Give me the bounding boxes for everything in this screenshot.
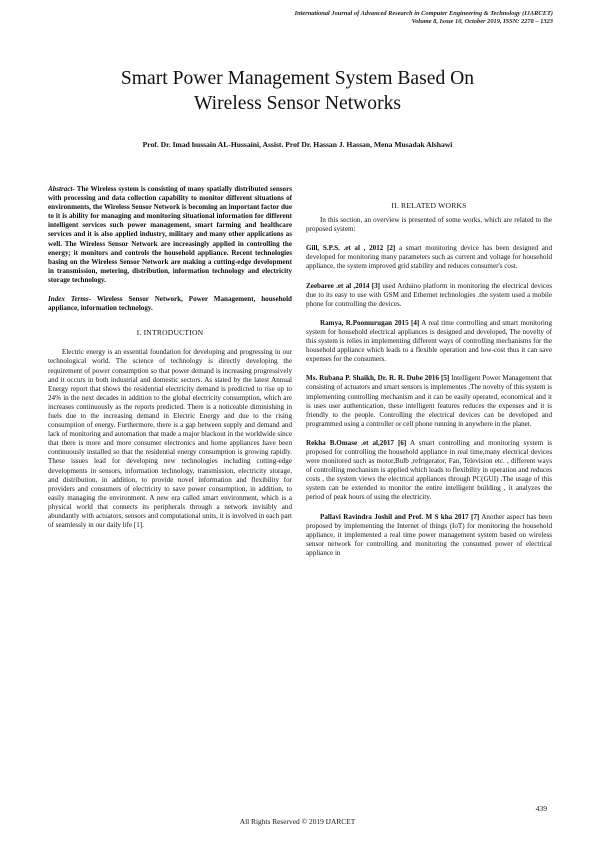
related-work-authors: Ramya, R.Poomurugan 2015 xyxy=(320,318,409,327)
paper-title-line2: Wireless Sensor Networks xyxy=(193,93,402,114)
related-work-text: A smart controlling and monitoring system is proposed for controlling the household appliance in real time,many electrical devices were monitored such as motor,Bulb ,refrigerator, Fan, Television etc. , different ways of controlling mechanism is applied which leads to flexibility in operation and reduces costs , the system views the electrical appliances through PC(GUI) .The usage of this system can be extended to monitor the entire intelligent building , it analyzes the period of peak hours of using the electricity. xyxy=(306,438,552,502)
index-terms-label: Index Terms- xyxy=(48,295,92,304)
abstract-text: The Wireless system is consisting of many spatially distributed sensors with processing and data collection capability to monitor different situations of environments, the Wireless Sensor Network is becoming an important factor due to it is ability for managing and monitoring situational information for different intelligent services such power management, smart farming and healthcare services and it is also applied industry, military and many other applications as well. The Wireless Sensor Network are increasingly applied in controlling the energy; it monitors and controls the household appliance. Recent technologies basing on the Wireless Sensor Network are making a cutting-edge development in transmission, metering, distribution, information technology and electricity storage technology. xyxy=(48,185,292,284)
related-work-citation: [5] xyxy=(439,374,450,383)
related-work-authors: Ms. Rubana P. Shaikh, Dr. R. R. Dube 2016 xyxy=(306,374,439,383)
related-work-text: used Arduino platform in monitoring the electrical devices due to its easy to use with GSM and Ethernet technologies .the system used a mobile phone for controlling the devices. xyxy=(306,281,552,308)
related-work-item xyxy=(306,374,552,429)
section-heading-related-works: II. RELATED WORKS xyxy=(391,201,467,210)
index-terms-text: Wireless Sensor Network, Power Management, household appliance, information technology. xyxy=(48,295,292,313)
related-work-item xyxy=(306,244,552,271)
related-work-citation: [7] xyxy=(468,512,480,521)
related-works-intro: In this section, an overview is presented of some works, which are related to the proposed system: xyxy=(306,216,552,234)
related-work-item xyxy=(306,513,552,558)
related-work-text: Another aspect has been proposed by implementing the Internet of things (IoT) for monitoring the household appliance, it implemented a real time power management system based on wireless sensor network for controlling and monitoring the consumed power of electrical appliance in xyxy=(306,512,552,557)
introduction-paragraph: Electric energy is an essential foundation for developing and progressing in our technological world. The science of technology is directly developing the requirement of power consumption so that power demand is increasing progressively and it occurs in both industrial and domestic sectors. As stated by the latest Annual Energy report that shows the residential electricity demand is predicted to rise up to 24% in the next decades in addition to the global electricity consumption, which are increases continuously as the reports predicted. There is a noticeable diminishing in fuels due to the increasing demand in Electric Energy and due to the rising consumption of energy. Furthermore, there is a gap between supply and demand and lack of monitoring and automation that made a major blackout in the worldwide since that there is more and more consumer electronics and home appliances have been continuously installed so that the residential energy consumption is growing rapidly. These issues lead for developing new technologies including cutting-edge developments in sensors, information technology, transmission, electricity storage, and distribution, in addition, to provide novel information and flexibility for providers and consumers of electricity to save power consumption, in addition, to easily managing the environment. A new era called smart environment, which is a physical world that connects its peripherals through a network invisibly and abundantly with actuators, sensors and computational units, it is involved in each part of seamlessly in our daily life [1]. xyxy=(48,348,292,530)
related-work-authors: Zeebaree .et al ,2014 xyxy=(306,281,370,290)
related-work-citation: [4] xyxy=(408,318,420,327)
related-work-text: a smart monitoring device has been designed and developed for monitoring many parameters such as current and voltage for household appliance, the system improved grid stability and reduces consumer's cost. xyxy=(306,244,552,271)
index-terms xyxy=(48,295,292,313)
related-work-citation: [6] xyxy=(393,438,407,447)
related-work-citation: [3] xyxy=(369,281,381,290)
journal-header-line1: International Journal of Advanced Research in Computer Engineering & Technology (IJARCET) xyxy=(294,10,553,17)
related-work-text: A real time controlling and smart monitoring system for household electrical appliances is designed and developed, The novelty of this system is relies in implementing different ways of controlling mechanisms for the household appliance which leads to a flexible operation and low-cost thus it can save expenses for the consumers. xyxy=(306,318,552,364)
related-work-authors: Rekha B.Omase .et al,2017 xyxy=(306,438,394,447)
copyright-footer: All Rights Reserved © 2019 IJARCET xyxy=(239,817,356,826)
abstract xyxy=(48,185,292,285)
right-column xyxy=(306,201,552,558)
section-heading-introduction: I. INTRODUCTION xyxy=(136,328,204,338)
related-work-item xyxy=(306,439,552,503)
related-work-citation: [2] xyxy=(383,244,396,253)
paper-title xyxy=(0,66,595,116)
left-column xyxy=(48,185,292,530)
page-number: 439 xyxy=(535,804,547,813)
related-work-item xyxy=(306,319,552,364)
related-work-authors: Gill, S.P.S. .et al , 2012 xyxy=(306,244,384,253)
author-list: Prof. Dr. Imad hussain AL-Hussaini, Assist. Prof Dr. Hassan J. Hassan, Mena Musadak Alshawi xyxy=(142,140,453,149)
journal-header-line2: Volume 8, Issue 10, October 2019, ISSN: 2278 – 1323 xyxy=(411,18,553,26)
paper-title-line1: Smart Power Management System Based On xyxy=(120,68,475,89)
related-work-authors: Pallavi Ravindra Joshil and Prof. M S kha 2017 xyxy=(320,512,469,521)
abstract-label: Abstract- xyxy=(48,185,75,193)
journal-header xyxy=(133,10,553,26)
related-work-text: Intelligent Power Management that consisting of actuators and smart sensors is implementes ,The novelty of this system is implementing controlling mechanism and it can be easily operated, economical and it is uses user authentication, these intelligent features reduces the expenses and it is friendly to the people. Controlling the electrical devices can be developed and programmed using a controller or cell phone running in anywhere in the planet. xyxy=(306,374,553,428)
related-work-item xyxy=(306,282,552,309)
